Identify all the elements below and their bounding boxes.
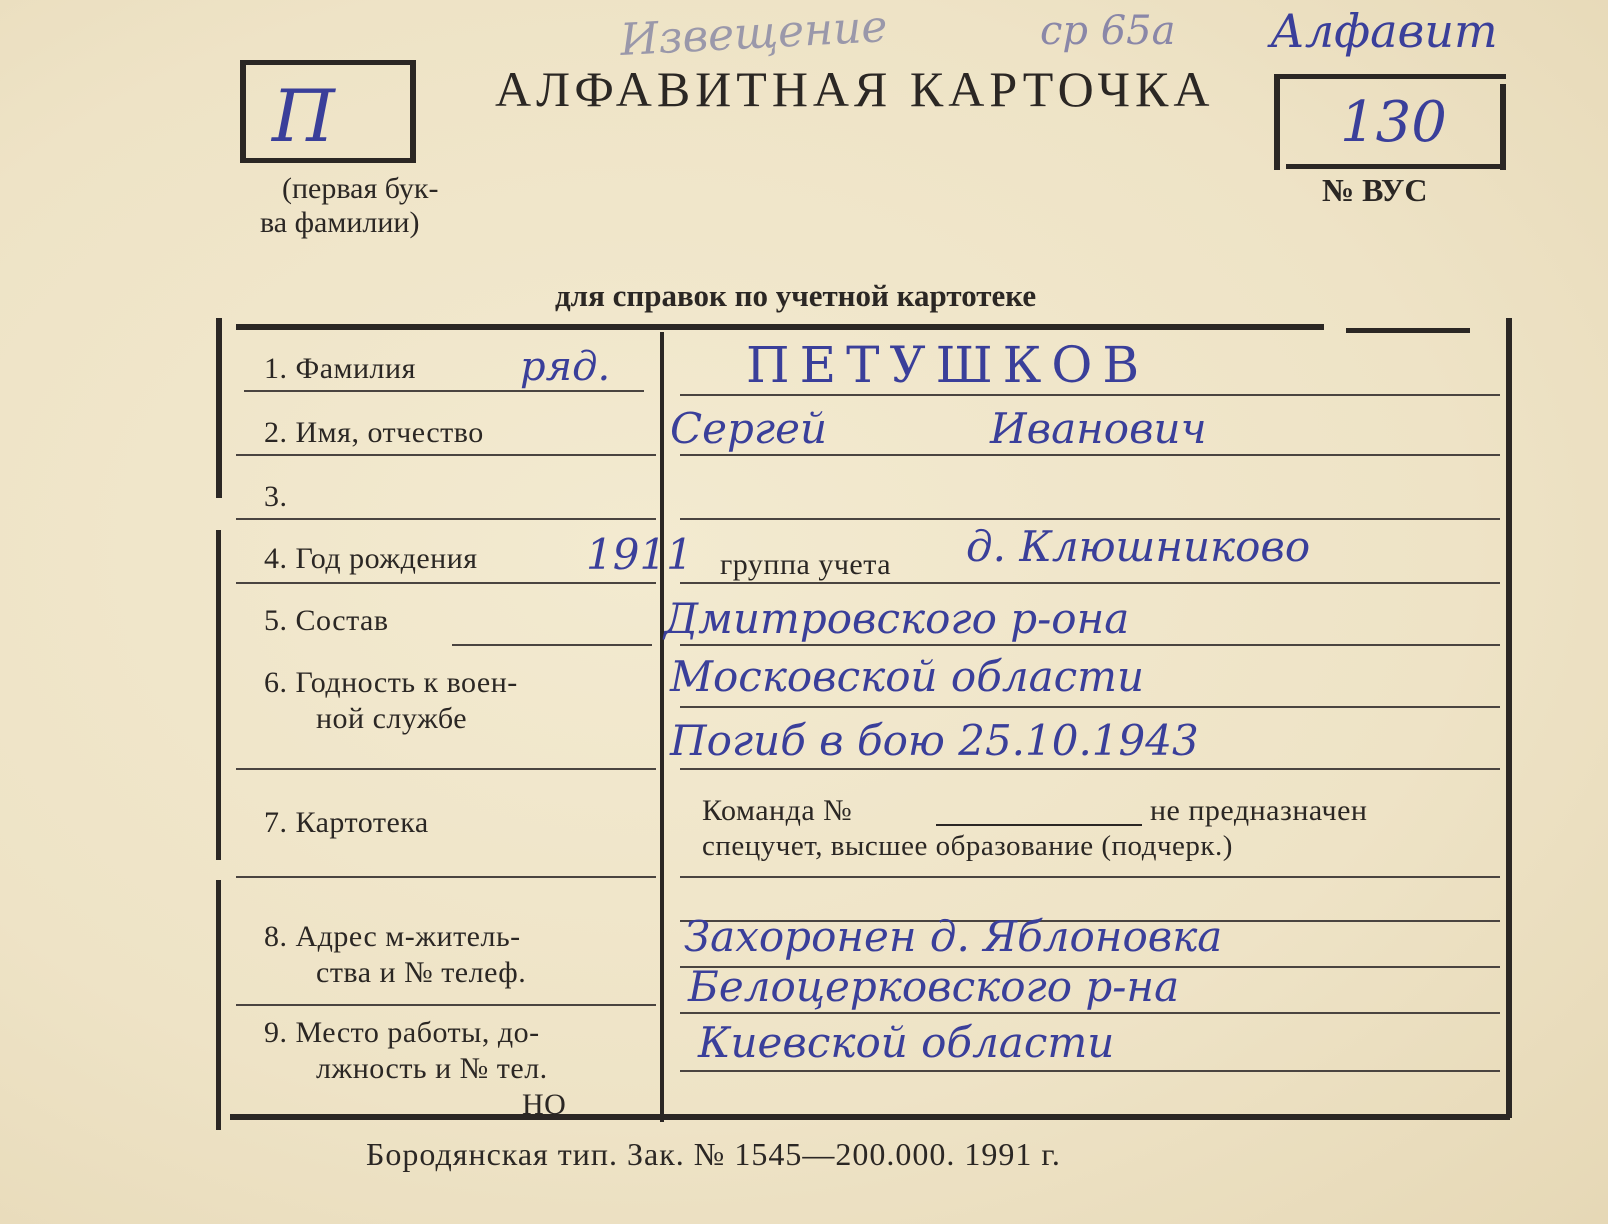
first-name-value: Сергей: [670, 404, 828, 453]
top-annotation-right: Алфавит: [1270, 4, 1498, 58]
first-letter-caption-2: ва фамилии): [260, 206, 420, 239]
field-surname-label: 1. Фамилия: [264, 352, 416, 385]
top-annotation-faint: Извещение: [618, 1, 889, 66]
subtitle: для справок по учетной картотеке: [555, 278, 1037, 313]
table-right-border: [1506, 318, 1512, 1118]
handwritten-line-7: Погиб в бою 25.10.1943: [670, 716, 1199, 765]
table-top-border: [236, 324, 1324, 330]
handwritten-line-4: д. Клюшниково: [966, 522, 1311, 571]
field-composition-label: 5. Состав: [264, 604, 389, 637]
field-address-label-2: ства и № телеф.: [316, 956, 527, 989]
handwritten-line-10: Киевской области: [698, 1018, 1115, 1067]
top-annotation-mid: ср 65а: [1040, 8, 1176, 54]
page-title: АЛФАВИТНАЯ КАРТОЧКА: [495, 61, 1215, 117]
patronymic-value: Иванович: [990, 404, 1207, 453]
vus-caption: № ВУС: [1322, 172, 1428, 208]
team-number-label: Команда №: [702, 794, 853, 827]
registration-group-label: группа учета: [720, 548, 892, 581]
field-birth-year-value: 1911: [586, 530, 693, 579]
handwritten-line-6: Московской области: [670, 652, 1145, 701]
field-birth-year-label: 4. Год рождения: [264, 542, 478, 575]
vus-value: 130: [1340, 90, 1447, 155]
handwritten-line-5: Дмитровского р-она: [664, 594, 1130, 643]
field-address-label-1: 8. Адрес м-житель-: [264, 920, 521, 953]
field-3-label: 3.: [264, 480, 288, 513]
column-divider: [660, 332, 664, 1122]
handwritten-line-9: Белоцерковского р-на: [688, 962, 1180, 1011]
field-fitness-label-1: 6. Годность к воен-: [264, 666, 518, 699]
printer-imprint: Бородянская тип. Зак. № 1545—200.000. 1991 г.: [366, 1136, 1061, 1172]
table-left-border: [216, 318, 222, 498]
field-workplace-label-1: 9. Место работы, до-: [264, 1016, 540, 1049]
not-assigned-label: не предназначен: [1150, 794, 1368, 827]
field-fitness-label-2: ной службе: [316, 702, 468, 735]
team-number-blank: [936, 824, 1142, 826]
field-workplace-label-2: лжность и № тел.: [316, 1052, 548, 1085]
first-letter-value: П: [272, 74, 335, 158]
field-workplace-label-3: НО: [522, 1088, 567, 1121]
surname-value: ПЕТУШКОВ: [746, 336, 1150, 394]
field-rank-value: ряд.: [520, 344, 611, 390]
field-name-label: 2. Имя, отчество: [264, 416, 484, 449]
handwritten-line-8: Захоронен д. Яблоновка: [684, 912, 1223, 961]
field-card-index-label: 7. Картотека: [264, 806, 429, 839]
special-registration-label: спецучет, высшее образование (подчерк.): [702, 830, 1233, 862]
table-bottom-border: [230, 1114, 1510, 1120]
first-letter-caption-1: (первая бук-: [282, 172, 439, 205]
